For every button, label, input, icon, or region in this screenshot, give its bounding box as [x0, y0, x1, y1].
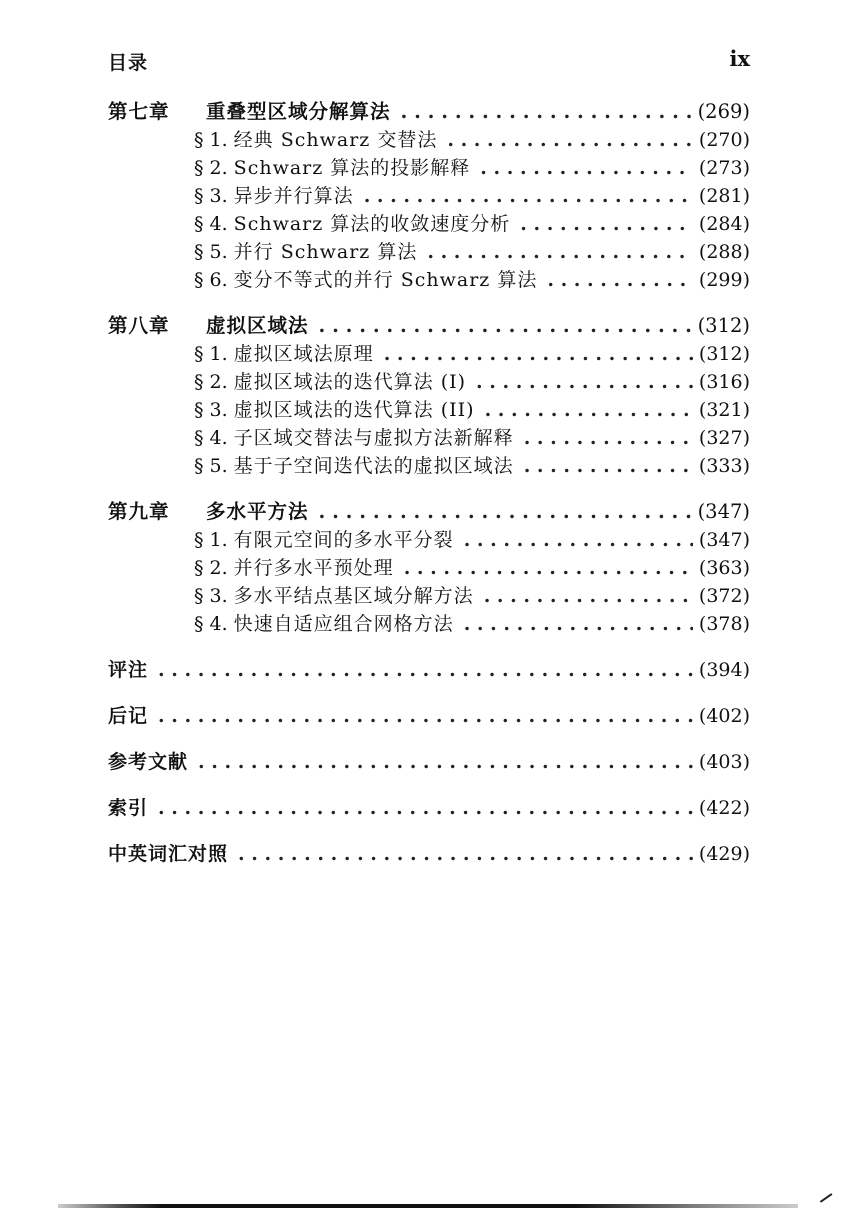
section-mark: § 6. — [194, 269, 228, 291]
toc-section-row[interactable] — [108, 266, 750, 294]
dot-leader — [238, 840, 693, 868]
section-page: (312) — [698, 343, 750, 365]
section-title: 多水平结点基区域分解方法 — [233, 585, 474, 607]
section-mark: § 3. — [194, 185, 228, 207]
dot-leader — [524, 424, 693, 452]
dot-leader — [520, 210, 693, 238]
toc-section-row[interactable] — [108, 340, 750, 368]
dot-leader — [484, 582, 693, 610]
backmatter-page: (422) — [698, 797, 750, 819]
section-title: 快速自适应组合网格方法 — [233, 613, 454, 635]
toc-backmatter-row[interactable] — [108, 748, 750, 776]
running-head — [108, 48, 750, 76]
dot-leader — [485, 396, 693, 424]
toc-backmatter-row[interactable] — [108, 794, 750, 822]
section-mark: § 4. — [194, 427, 228, 449]
section-title: Schwarz 算法的投影解释 — [233, 157, 471, 179]
dot-leader — [476, 368, 693, 396]
section-mark: § 2. — [194, 157, 228, 179]
dot-leader — [464, 610, 693, 638]
section-page: (321) — [698, 399, 750, 421]
section-title: 经典 Schwarz 交替法 — [233, 129, 438, 151]
chapter-gap — [108, 294, 750, 312]
section-page: (372) — [698, 585, 750, 607]
section-title: 虚拟区域法原理 — [233, 343, 374, 365]
section-page: (363) — [698, 557, 750, 579]
chapter-title: 虚拟区域法 — [206, 314, 309, 337]
toc-section-row[interactable] — [108, 210, 750, 238]
section-page: (273) — [698, 157, 750, 179]
section-page: (316) — [698, 371, 750, 393]
toc-chapter-row[interactable] — [108, 312, 750, 340]
dot-leader — [547, 266, 693, 294]
section-page: (333) — [698, 455, 750, 477]
backmatter-title: 评注 — [108, 659, 149, 681]
dot-leader — [198, 748, 693, 776]
toc-section-row[interactable] — [108, 610, 750, 638]
toc-section-row[interactable] — [108, 452, 750, 480]
chapter-number: 第八章 — [108, 314, 170, 337]
section-title: 虚拟区域法的迭代算法 (I) — [233, 371, 467, 393]
section-mark: § 1. — [194, 343, 228, 365]
chapter-title: 重叠型区域分解算法 — [206, 100, 391, 123]
section-page: (281) — [698, 185, 750, 207]
section-title: 基于子空间迭代法的虚拟区域法 — [233, 455, 514, 477]
section-title: 并行多水平预处理 — [233, 557, 394, 579]
toc-section-row[interactable] — [108, 582, 750, 610]
backmatter-page: (429) — [698, 843, 750, 865]
chapter-number: 第九章 — [108, 500, 170, 523]
running-head-title: 目录 — [108, 52, 149, 74]
dot-leader — [427, 238, 693, 266]
chapter-page: (347) — [697, 500, 750, 523]
backmatter-title: 索引 — [108, 797, 149, 819]
dot-leader — [480, 154, 693, 182]
toc-section-row[interactable] — [108, 154, 750, 182]
backmatter-page: (402) — [698, 705, 750, 727]
toc-section-row[interactable] — [108, 182, 750, 210]
chapter-page: (312) — [697, 314, 750, 337]
section-page: (327) — [698, 427, 750, 449]
toc-section-row[interactable] — [108, 424, 750, 452]
backmatter-page: (394) — [698, 659, 750, 681]
section-page: (270) — [698, 129, 750, 151]
section-page: (378) — [698, 613, 750, 635]
toc-section-row[interactable] — [108, 554, 750, 582]
section-mark: § 2. — [194, 371, 228, 393]
toc-section-row[interactable] — [108, 368, 750, 396]
dot-leader — [158, 656, 693, 684]
chapter-title: 多水平方法 — [206, 500, 309, 523]
dot-leader — [404, 554, 693, 582]
dot-leader — [524, 452, 693, 480]
toc-chapter-row[interactable] — [108, 498, 750, 526]
dot-leader — [464, 526, 693, 554]
section-mark: § 2. — [194, 557, 228, 579]
section-title: 异步并行算法 — [233, 185, 354, 207]
section-mark: § 4. — [194, 213, 228, 235]
dot-leader — [447, 126, 693, 154]
bottom-rule — [58, 1204, 798, 1208]
section-page: (284) — [698, 213, 750, 235]
backmatter-title: 中英词汇对照 — [108, 843, 229, 865]
section-mark: § 3. — [194, 585, 228, 607]
section-page: (288) — [698, 241, 750, 263]
dot-leader — [158, 702, 693, 730]
section-title: Schwarz 算法的收敛速度分析 — [233, 213, 511, 235]
section-mark: § 1. — [194, 529, 228, 551]
section-mark: § 4. — [194, 613, 228, 635]
backmatter-title: 参考文献 — [108, 751, 189, 773]
backmatter-title: 后记 — [108, 705, 149, 727]
toc-section-row[interactable] — [108, 396, 750, 424]
toc-section-row[interactable] — [108, 526, 750, 554]
section-title: 并行 Schwarz 算法 — [233, 241, 418, 263]
section-mark: § 5. — [194, 241, 228, 263]
page-number: ix — [729, 46, 750, 71]
chapter-gap — [108, 480, 750, 498]
toc-backmatter-row[interactable] — [108, 840, 750, 868]
section-mark: § 5. — [194, 455, 228, 477]
chapter-page: (269) — [697, 100, 750, 123]
dot-leader — [158, 794, 693, 822]
dot-leader — [401, 98, 692, 126]
section-title: 变分不等式的并行 Schwarz 算法 — [233, 269, 538, 291]
section-mark: § 3. — [194, 399, 228, 421]
section-title: 虚拟区域法的迭代算法 (II) — [233, 399, 475, 421]
toc-section-row[interactable] — [108, 238, 750, 266]
dot-leader — [384, 340, 693, 368]
section-page: (347) — [698, 529, 750, 551]
dot-leader — [319, 312, 692, 340]
toc-section-row[interactable] — [108, 126, 750, 154]
backmatter-page: (403) — [698, 751, 750, 773]
toc-backmatter-row[interactable] — [108, 656, 750, 684]
chapter-number: 第七章 — [108, 100, 170, 123]
section-title: 有限元空间的多水平分裂 — [233, 529, 454, 551]
section-page: (299) — [698, 269, 750, 291]
section-title: 子区域交替法与虚拟方法新解释 — [233, 427, 514, 449]
scan-mark — [820, 1193, 838, 1211]
dot-leader — [364, 182, 693, 210]
toc-chapter-row[interactable] — [108, 98, 750, 126]
toc-backmatter-row[interactable] — [108, 702, 750, 730]
section-mark: § 1. — [194, 129, 228, 151]
table-of-contents — [108, 98, 750, 868]
dot-leader — [319, 498, 692, 526]
